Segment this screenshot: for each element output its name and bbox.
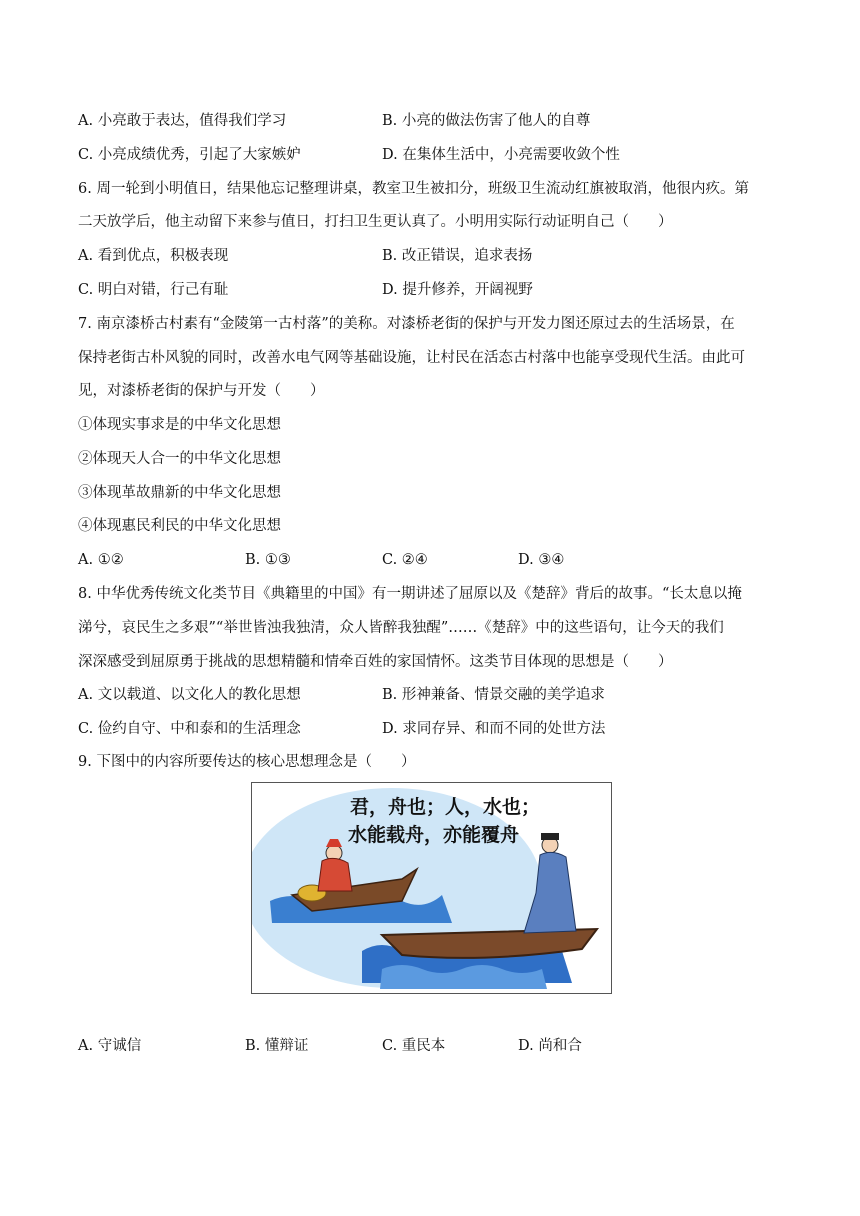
q7-statement-3: ③体现革故鼎新的中华文化思想 — [78, 485, 281, 501]
official-hat — [541, 833, 559, 840]
q8-stem-line2: 涕兮，哀民生之多艰”“举世皆浊我独清，众人皆醉我独醒”……《楚辞》中的这些语句，让今天的我们 — [78, 620, 724, 636]
boat-cartoon-illustration — [251, 782, 612, 994]
q8-option-d: D. 求同存异、和而不同的处世方法 — [382, 721, 606, 737]
q5-option-b: B. 小亮的做法伤害了他人的自尊 — [382, 113, 591, 129]
q7-stem-line3: 见，对漆桥老街的保护与开发（ ） — [78, 383, 325, 399]
q5-option-d: D. 在集体生活中，小亮需要收敛个性 — [382, 147, 620, 163]
emperor-robe — [318, 858, 352, 891]
q8-stem-line1: 8. 中华优秀传统文化类节目《典籍里的中国》有一期讲述了屈原以及《楚辞》背后的故事。“长太息以掩 — [78, 586, 742, 602]
q6-option-b: B. 改正错误，追求表扬 — [382, 248, 533, 264]
q8-option-c: C. 俭约自守、中和泰和的生活理念 — [78, 721, 301, 737]
q9-option-a: A. 守诚信 — [78, 1038, 142, 1054]
q6-stem-line1: 6. 周一轮到小明值日，结果他忘记整理讲桌，教室卫生被扣分，班级卫生流动红旗被取消，他很内疚。第 — [78, 181, 749, 197]
q6-stem-line2: 二天放学后，他主动留下来参与值日，打扫卫生更认真了。小明用实际行动证明自己（ ） — [78, 214, 673, 230]
cartoon-caption-line2: 水能载舟，亦能覆舟 — [348, 824, 520, 846]
q8-stem-line3: 深深感受到屈原勇于挑战的思想精髓和情牵百姓的家国情怀。这类节目体现的思想是（ ） — [78, 654, 673, 670]
large-boat — [382, 929, 597, 958]
q7-stem-line1: 7. 南京漆桥古村素有“金陵第一古村落”的美称。对漆桥老街的保护与开发力图还原过去的生活场景，在 — [78, 316, 735, 332]
q6-option-c: C. 明白对错，行己有耻 — [78, 282, 229, 298]
q7-statement-4: ④体现惠民利民的中华文化思想 — [78, 518, 281, 534]
q7-stem-line2: 保持老街古朴风貌的同时，改善水电气网等基础设施，让村民在活态古村落中也能享受现代生活。由此可 — [78, 350, 745, 366]
q9-stem-line1: 9. 下图中的内容所要传达的核心思想理念是（ ） — [78, 754, 416, 770]
q7-statement-1: ①体现实事求是的中华文化思想 — [78, 417, 281, 433]
q5-option-c: C. 小亮成绩优秀，引起了大家嫉妒 — [78, 147, 301, 163]
cartoon-caption-line1: 君，舟也；人，水也； — [350, 796, 541, 818]
q6-option-d: D. 提升修养，开阔视野 — [382, 282, 533, 298]
q7-option-c: C. ②④ — [382, 552, 428, 568]
q7-option-b: B. ①③ — [245, 552, 291, 568]
q9-option-b: B. 懂辩证 — [245, 1038, 309, 1054]
q5-option-a: A. 小亮敢于表达，值得我们学习 — [78, 113, 287, 129]
q6-option-a: A. 看到优点，积极表现 — [78, 248, 229, 264]
q9-option-c: C. 重民本 — [382, 1038, 446, 1054]
q8-option-a: A. 文以载道、以文化人的教化思想 — [78, 687, 301, 703]
boat-cartoon-svg — [252, 783, 611, 993]
q7-statement-2: ②体现天人合一的中华文化思想 — [78, 451, 281, 467]
q9-option-d: D. 尚和合 — [518, 1038, 582, 1054]
q7-option-d: D. ③④ — [518, 552, 565, 568]
q8-option-b: B. 形神兼备、情景交融的美学追求 — [382, 687, 605, 703]
q7-option-a: A. ①② — [78, 552, 124, 568]
